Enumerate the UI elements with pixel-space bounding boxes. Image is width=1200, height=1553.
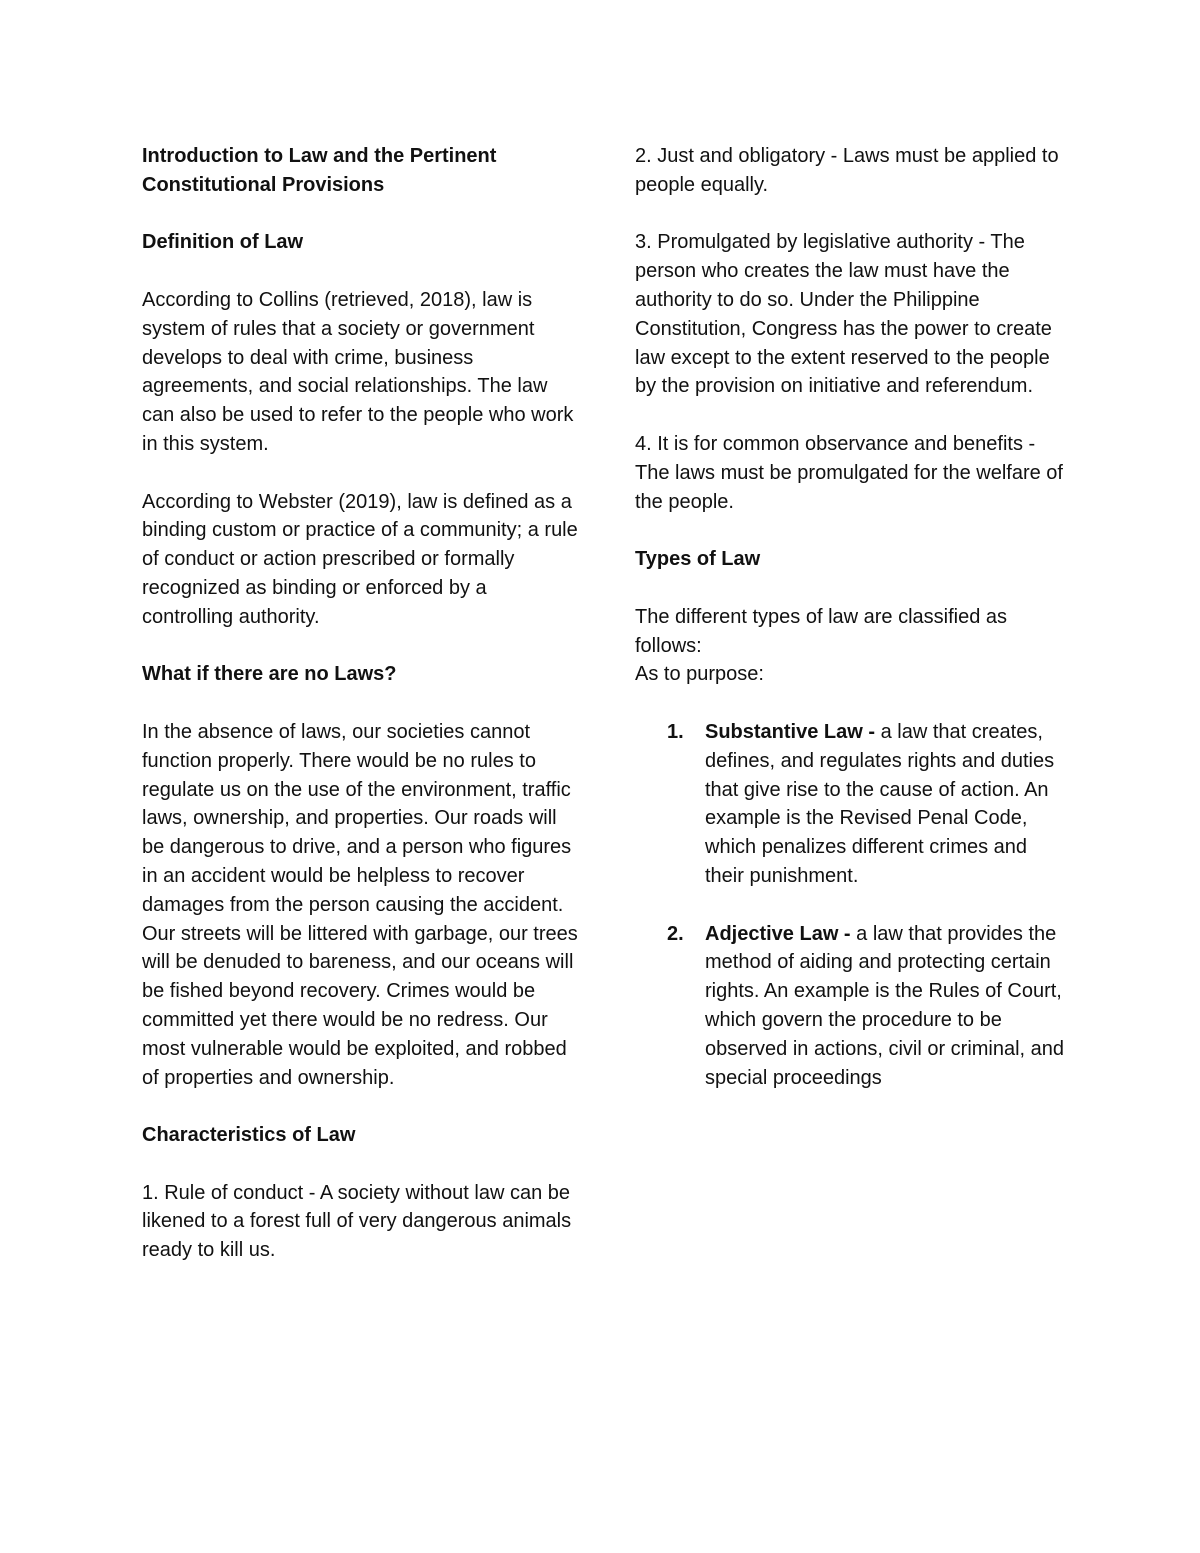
- list-item-text: a law that creates, defines, and regulates rights and duties that give rise to the cause of action. An example is the Revised Penal Code, which penalizes different crimes and their punishment.: [705, 720, 1055, 887]
- title-line-2: Constitutional Provisions: [142, 173, 385, 196]
- types-heading: Types of Law: [635, 548, 761, 571]
- types-intro: The different types of law are classified as follows:: [635, 605, 1008, 657]
- left-column: [142, 142, 582, 1265]
- definition-heading: Definition of Law: [142, 231, 304, 254]
- collins-paragraph: According to Collins (retrieved, 2018), law is system of rules that a society or government develops to deal with crime, business agreements, and social relationships. The law can also be used to refer to the people who work in this system.: [142, 288, 574, 455]
- characteristics-heading: Characteristics of Law: [142, 1124, 356, 1147]
- right-column: [635, 142, 1065, 1092]
- list-item: [635, 718, 1065, 891]
- characteristic-4: 4. It is for common observance and benefits - The laws must be promulgated for the welfare of the people.: [635, 432, 1063, 513]
- no-laws-heading: What if there are no Laws?: [142, 663, 397, 686]
- characteristic-2: 2. Just and obligatory - Laws must be applied to people equally.: [635, 145, 1059, 196]
- as-to-purpose: As to purpose:: [635, 663, 764, 686]
- characteristic-1: 1. Rule of conduct - A society without law can be likened to a forest full of very dangerous animals ready to kill us.: [142, 1181, 572, 1262]
- list-item: [635, 920, 1065, 1093]
- title-line-1: Introduction to Law and the Pertinent: [142, 145, 497, 167]
- list-item-title: Adjective Law -: [705, 922, 857, 945]
- list-item-text: a law that provides the method of aiding and protecting certain rights. An example is the Rules of Court, which govern the procedure to be observed in actions, civil or criminal, and special proceedings: [705, 922, 1065, 1089]
- characteristic-3: 3. Promulgated by legislative authority - The person who creates the law must have the authority to do so. Under the Philippine Constitution, Congress has the power to create law except to the extent reserved to the people by the provision on initiative and referendum.: [635, 231, 1052, 398]
- webster-paragraph: According to Webster (2019), law is defined as a binding custom or practice of a community; a rule of conduct or action prescribed or formally recognized as binding or enforced by a controlling authority.: [142, 490, 578, 628]
- types-list: [635, 718, 1065, 1092]
- list-item-number: 2.: [667, 922, 684, 945]
- list-item-title: Substantive Law -: [705, 720, 881, 743]
- document-title: [142, 142, 582, 200]
- list-item-number: 1.: [667, 720, 684, 743]
- no-laws-paragraph: In the absence of laws, our societies cannot function properly. There would be no rules to regulate us on the use of the environment, traffic laws, ownership, and properties. Our roads will be dangerous to drive, and a person who figures in an accident would be helpless to recover damages from the person causing the accident. Our streets will be littered with garbage, our trees will be denuded to bareness, and our oceans will be fished beyond recovery. Crimes would be committed yet there would be no redress. Our most vulnerable would be exploited, and robbed of properties and ownership.: [142, 720, 578, 1089]
